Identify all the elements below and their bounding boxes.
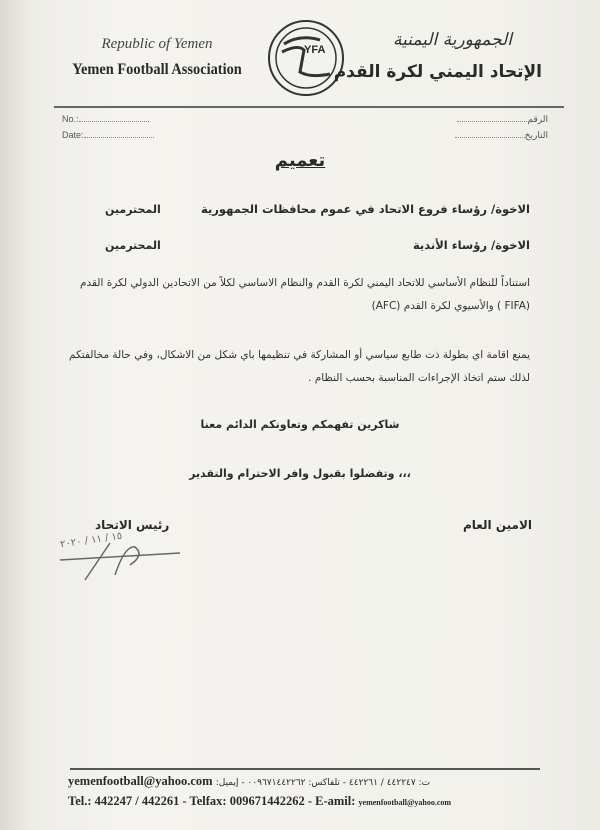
thanks-line: شاكرين تفهمكم وتعاونكم الدائم معنا	[200, 418, 400, 431]
header-divider	[54, 106, 564, 108]
yfa-logo	[268, 20, 344, 96]
date-field-ar	[455, 130, 548, 141]
secretary-general-label: الامين العام	[462, 518, 532, 532]
document-title: تعميم	[274, 150, 326, 171]
footer-divider	[70, 768, 540, 770]
logo-text: YFA	[304, 44, 326, 56]
president-signature-label: رئيس الاتحاد	[95, 518, 170, 532]
footer-line-1	[68, 774, 548, 789]
footer-contacts-ar: ت: ٤٤٢٢٤٧ / ٤٤٢٢٦١ - تلفاكس: ٠٠٩٦٧١٤٤٢٢٦٢ - إيميل:	[215, 778, 431, 788]
no-label: No.:	[62, 114, 79, 124]
recipient-1-honorific: المحترمين	[105, 203, 161, 216]
date-field	[62, 130, 154, 140]
footer-email-2: yemenfootball@yahoo.com	[358, 798, 452, 807]
body-paragraph-1: استناداً للنظام الأساسي للاتحاد اليمني لكرة القدم والنظام الاساسي لكلاً من الاتحادين الدولي لكرة القدم (FIFA ) والأسيوي لكرة القدم (AFC)	[79, 277, 530, 312]
date-label-ar: التاريخ	[524, 130, 548, 140]
handwritten-date: ١٥ / ١١ / ٢٠٢٠	[59, 530, 123, 551]
republic-ar: الجمهورية اليمنية	[392, 30, 512, 50]
no-label-ar: الرقم	[527, 114, 548, 124]
republic-en: Republic of Yemen	[101, 36, 213, 52]
date-label: Date:	[62, 130, 84, 140]
footer-contacts-en: Tel.: 442247 / 442261 - Telfax: 009671442262 - E-amil:	[68, 794, 356, 808]
recipient-1: الاخوة/ رؤساء فروع الاتحاد في عموم محافظات الجمهورية	[201, 202, 530, 216]
recipient-2-honorific: المحترمين	[105, 239, 161, 252]
recipient-2: الاخوة/ رؤساء الأندية	[412, 238, 530, 252]
footer-email-1: yemenfootball@yahoo.com	[68, 774, 213, 788]
number-field-ar	[457, 114, 548, 125]
body-paragraph-2: يمنع اقامة اي بطولة ذت طابع سياسي أو المشاركة في تنظيمها باي شكل من الاشكال، وفي حالة مخالفتكم لذلك ستم اتخاذ الإجراءات المناسبة بحسب النظام .	[69, 349, 530, 384]
logo-emblem-icon	[270, 22, 342, 94]
footer-line-2	[68, 794, 548, 809]
association-en: Yemen Football Association	[72, 61, 242, 78]
number-field	[62, 114, 149, 124]
association-ar: الإتحاد اليمني لكرة القدم	[333, 62, 542, 82]
closing-line: وتفضلوا بقبول وافر الاحترام والتقدير ،،،	[189, 467, 411, 480]
